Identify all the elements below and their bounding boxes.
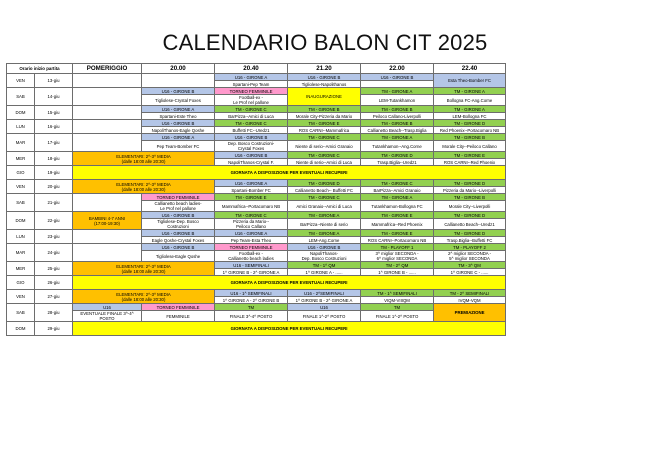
match-cell: Tigliolese-Eagle Qoshe (142, 251, 215, 262)
group-label: U16 - GIRONE B (142, 88, 215, 95)
group-label: TM - GIRONE C (288, 152, 361, 159)
match-line: Football-ex - (239, 251, 263, 256)
table-row (7, 322, 506, 336)
match-cell: Morale City--Peiloco Callano (434, 141, 506, 152)
group-label: U16 - GIRONE B (142, 230, 215, 237)
match-cell: 1^ GIRONE B - ...... (361, 269, 434, 276)
match-cell (215, 219, 288, 230)
group-label: TM - 3^ QM (434, 262, 506, 269)
group-label: TORNEO FEMMINILE (142, 304, 215, 311)
group-label: TM - GIRONE D (361, 152, 434, 159)
activity-line: ELEMENTARI: 2^-3^ MEDIA (116, 153, 171, 159)
match-cell (361, 251, 434, 262)
match-cell: Mammafrica--Portacomaro NB (215, 201, 288, 212)
day-cell: LUN (7, 120, 35, 134)
header-cell: 21.20 (288, 64, 361, 74)
group-label: TM - PLAYOFF 1 (361, 244, 434, 251)
group-label: TORNEO FEMMINILE (142, 194, 215, 201)
match-cell: 1^ GIRONE A - ...... (288, 269, 361, 276)
date-cell: 14-giu (35, 88, 73, 106)
group-label: TM - GIRONE E (434, 152, 506, 159)
match-line: 6^ miglior SECONDA (376, 256, 418, 261)
group-label: U16 - GIRONE A (215, 180, 288, 187)
match-cell: ROS CARNI--Mammafrica (288, 127, 361, 134)
empty-cell (73, 134, 142, 152)
group-label: TM (361, 304, 434, 311)
match-cell (434, 251, 506, 262)
match-cell: Callianetto Beach--Trasp.Biglia (361, 127, 434, 134)
recovery-day-note: GIORNATA A DISPOSIZIONE PER EVENTUALI RECUPERI (73, 276, 506, 290)
match-cell: Trasp.Biglia--Uredz1 (361, 159, 434, 166)
group-label: U16 - GIRONE B (215, 134, 288, 141)
empty-cell (73, 120, 142, 134)
group-label: TM - GIRONE A (361, 134, 434, 141)
match-text: Esta Theo-Bomber FC (448, 78, 491, 83)
day-cell: SAB (7, 194, 35, 212)
activity-line: (17:00-19:30) (94, 220, 120, 226)
match-line: POSTO (99, 316, 115, 321)
group-label: U16 - GIRONE A (142, 134, 215, 141)
group-label: TM - GIRONE B (434, 194, 506, 201)
group-label: U16 - GIRONE A (142, 106, 215, 113)
match-cell: LEM-Bollogna FC (434, 113, 506, 120)
activity-line: ELEMENTARI: 2^-3^ MEDIA (116, 291, 171, 297)
match-cell: FINALE 3^-4^ POSTO (215, 311, 288, 322)
header-cell: Orario inizio partita (7, 64, 73, 74)
match-line: Le Prof nel pallone (233, 100, 269, 105)
group-label: TM - GIRONE A (434, 106, 506, 113)
group-label: TM - GIRONE B (361, 120, 434, 127)
match-cell: Mammafrica--Red Phoenix (361, 219, 434, 230)
activity-line: (dalle 18:00 alle 20:30) (121, 268, 166, 274)
inauguration-cell: INAUGURAZIONE (288, 88, 361, 106)
table-row (7, 304, 506, 311)
match-line: Football-ex - (239, 95, 263, 100)
day-cell: DOM (7, 212, 35, 230)
match-cell: Spartani-Pep Team (215, 81, 288, 88)
match-line: NapoliThanos- (310, 251, 338, 256)
header-cell: POMERIGGIO (73, 64, 142, 74)
empty-cell (73, 244, 142, 262)
date-cell: 16-giu (35, 120, 73, 134)
group-label: TM - GIRONE C (215, 120, 288, 127)
empty-cell (73, 230, 142, 244)
match-cell: Callianetto Beach--Uredz1 (434, 219, 506, 230)
group-label: TM - GIRONE D (434, 212, 506, 219)
day-cell: SAB (7, 304, 35, 322)
match-line: Tigliolese-Dep. Bosco (157, 219, 199, 224)
match-cell: Pep Team-Bomber FC (142, 141, 215, 152)
day-cell: MER (7, 262, 35, 276)
day-cell: GIO (7, 276, 35, 290)
header-cell: 22.00 (361, 64, 434, 74)
match-cell: FEMMINILE (142, 311, 215, 322)
match-cell: Trasp.Biglia--Buffetti FC (434, 237, 506, 244)
match-cell (142, 201, 215, 212)
group-label: U16 - GIRONE B (142, 244, 215, 251)
date-cell: 22-giu (35, 212, 73, 230)
match-cell: 1^ GIRONE B - 2^ GIRONE A (288, 297, 361, 304)
match-line: Costruzioni (167, 224, 189, 229)
table-row (7, 106, 506, 113)
group-label: U16 - GIRONE B (361, 74, 434, 81)
group-label: U16 (288, 304, 361, 311)
group-label: TM - GIRONE C (215, 212, 288, 219)
match-cell (142, 219, 215, 230)
group-label: TM - GIRONE D (434, 180, 506, 187)
group-label: TM - GIRONE E (361, 230, 434, 237)
match-cell (288, 251, 361, 262)
match-cell: BarPizza--Amici Granaio (361, 187, 434, 194)
group-label: TORNEO FEMMINILE (215, 88, 288, 95)
group-label: U16 - GIRONE B (288, 244, 361, 251)
match-line: Le Prof nel pallone (160, 206, 196, 211)
date-cell: 27-giu (35, 290, 73, 304)
date-cell: 29-giu (35, 322, 73, 336)
group-label: TM - GIRONE E (288, 120, 361, 127)
match-cell: VIQM-VIIIQM (361, 297, 434, 304)
table-row (7, 244, 506, 251)
match-cell (434, 74, 506, 88)
day-cell: GIO (7, 166, 35, 180)
match-cell: NapoliThanos-Eagle Qoshe (142, 127, 215, 134)
table-row (7, 152, 506, 159)
group-label: TM - GIRONE A (288, 212, 361, 219)
match-cell (361, 81, 434, 88)
page-title: CALENDARIO BALON CIT 2025 (162, 30, 488, 55)
table-row (7, 120, 506, 127)
match-line: EVENTUALE FINALE 3^-4^ (80, 311, 134, 316)
match-cell: FINALE 1^-2^ POSTO (361, 311, 434, 322)
recovery-day-note: GIORNATA A DISPOSIZIONE PER EVENTUALI RECUPERI (73, 166, 506, 180)
group-label: TM - GIRONE B (434, 134, 506, 141)
match-cell: Niente di serio--Amici Granaio (288, 141, 361, 152)
match-cell (215, 251, 288, 262)
match-cell (73, 311, 142, 322)
group-label: TM - GIRONE D (434, 230, 506, 237)
afternoon-activity (73, 212, 142, 230)
match-cell: Morale City-Pizzeria da Mario (288, 113, 361, 120)
match-cell (215, 141, 288, 152)
group-label: TM - GIRONE A (434, 88, 506, 95)
date-cell: 28-giu (35, 304, 73, 322)
match-cell: Buffetti FC--Uredz1 (215, 127, 288, 134)
day-cell: VEN (7, 180, 35, 194)
activity-line: ELEMENTARI: 2^-3^ MEDIA (116, 263, 171, 269)
match-cell: Spartani-Este Theo (142, 113, 215, 120)
group-label: TORNEO FEMMINILE (215, 244, 288, 251)
day-cell: VEN (7, 290, 35, 304)
date-cell: 18-giu (35, 152, 73, 166)
group-label: U16 - SEMIFINALI (215, 262, 288, 269)
activity-line: (dalle 18:00 alle 20:30) (121, 296, 166, 302)
empty-cell (73, 106, 142, 120)
group-label: TM - GIRONE E (215, 194, 288, 201)
match-cell: 1^ GIRONE B - 2^ GIRONE A (215, 269, 288, 276)
header-cell: 20.40 (215, 64, 288, 74)
match-cell: Callianetto Beach-- Buffetti FC (288, 187, 361, 194)
match-cell: 1^ GIRONE C - ...... (434, 269, 506, 276)
match-line: Dep. Bosco Costruzioni- (227, 141, 275, 146)
match-cell: Amici Granaio--Amici di Luca (288, 201, 361, 212)
header-cell: 22.40 (434, 64, 506, 74)
date-cell: 15-giu (35, 106, 73, 120)
group-label: TM - GIRONE C (288, 134, 361, 141)
group-label: TM - 2^ SEMIFINALI (434, 290, 506, 297)
afternoon-activity (73, 262, 215, 276)
day-cell: SAB (7, 88, 35, 106)
table-row (7, 180, 506, 187)
group-label: U16 - 1^ SEMIFINALI (215, 290, 288, 297)
group-label: U16 - GIRONE B (142, 212, 215, 219)
day-cell: DOM (7, 106, 35, 120)
date-cell: 19-giu (35, 166, 73, 180)
day-cell: DOM (7, 322, 35, 336)
group-label: U16 - GIRONE A (215, 74, 288, 81)
group-label: TM - 1^ QM (288, 262, 361, 269)
match-cell (215, 95, 288, 106)
group-label: TM - GIRONE D (288, 180, 361, 187)
table-row (7, 230, 506, 237)
group-label: U16 - GIRONE B (215, 152, 288, 159)
date-cell: 24-giu (35, 244, 73, 262)
table-row (7, 166, 506, 180)
match-cell: NapoliThanos-Crystal F. (215, 159, 288, 166)
match-cell: Bollogna FC-Ang.Corne (434, 95, 506, 106)
match-cell: LEM-Tutankhamon (361, 95, 434, 106)
group-label: TM - GIRONE A (288, 230, 361, 237)
group-label: TM - GIRONE A (361, 88, 434, 95)
group-label: TM - GIRONE C (288, 194, 361, 201)
match-cell: IVQM-VQM (434, 297, 506, 304)
date-cell: 25-giu (35, 262, 73, 276)
table-row (7, 290, 506, 297)
match-cell: Red Phoenix--Portacomaro NB (434, 127, 506, 134)
match-line: Callianetto beach ladies- (154, 201, 202, 206)
day-cell: MAR (7, 134, 35, 152)
group-label: TM - GIRONE B (288, 106, 361, 113)
match-line: 3^ miglior SECONDA - (375, 251, 419, 256)
match-cell: Tutankhamon--Ang.Corne (361, 141, 434, 152)
match-line: Dep. Bosco Costruzioni (301, 256, 347, 261)
date-cell: 21-giu (35, 194, 73, 212)
recovery-day-note: GIORNATA A DISPOSIZIONE PER EVENTUALI RECUPERI (73, 322, 506, 336)
group-label: U16 (73, 304, 142, 311)
empty-cell (73, 74, 142, 88)
empty-cell (73, 194, 142, 212)
group-label: U16 - GIRONE A (215, 230, 288, 237)
match-cell: Pizzeria da Mario--Liverpolli (434, 187, 506, 194)
day-cell: LUN (7, 230, 35, 244)
group-label: TM - GIRONE E (361, 212, 434, 219)
match-cell: LEM-Ang.Corne (288, 237, 361, 244)
date-cell: 20-giu (35, 180, 73, 194)
match-line: 2^ miglior SECONDA - (447, 251, 492, 256)
match-line: Crystal Foxes (237, 146, 265, 151)
match-cell: Tigliolese-Crystal Foxes (142, 95, 215, 106)
match-cell: ROS CARNI--Portacomaro NB (361, 237, 434, 244)
activity-line: (dalle 18:00 alle 20:30) (121, 158, 166, 164)
group-label: U16 - GIRONE B (288, 74, 361, 81)
group-label: U16 - 2^SEMIFINALI (288, 290, 361, 297)
date-cell: 26-giu (35, 276, 73, 290)
group-label: TM - GIRONE A (361, 194, 434, 201)
match-cell: BarPizza--Amici di Luca (215, 113, 288, 120)
day-cell: MAR (7, 244, 35, 262)
match-cell: Tutankhamon-Bollogna FC (361, 201, 434, 212)
match-cell: Eagle Qoshe-Crystal Foxes (142, 237, 215, 244)
table-row (7, 88, 506, 95)
group-label: U16 - GIRONE B (142, 120, 215, 127)
table-row (7, 194, 506, 201)
header-row (7, 64, 506, 74)
empty-cell (73, 88, 142, 106)
match-cell: Spartani-Bomber FC (215, 187, 288, 194)
day-cell: VEN (7, 74, 35, 88)
group-label: TM - GIRONE D (434, 120, 506, 127)
date-cell: 13-giu (35, 74, 73, 88)
date-cell: 17-giu (35, 134, 73, 152)
date-cell: 23-giu (35, 230, 73, 244)
match-line: 5^ miglior SECONDA (449, 256, 490, 261)
table-row (7, 74, 506, 81)
day-cell: MER (7, 152, 35, 166)
match-cell: ROS CARNI--Red Phoenix (434, 159, 506, 166)
match-cell: FINALE 1^-2^ POSTO (288, 311, 361, 322)
match-line: Peiloco Callano (236, 224, 266, 229)
group-label: TM - 2^ QM (361, 262, 434, 269)
match-line: Pizzeria da Mario-- (232, 219, 270, 224)
group-label: TM - GIRONE C (215, 106, 288, 113)
header-cell: 20.00 (142, 64, 215, 74)
table-row (7, 276, 506, 290)
calendar-table (6, 63, 506, 336)
match-cell: 1^ GIRONE A - 2^ GIRONE B (215, 297, 288, 304)
empty-cell (142, 74, 215, 88)
group-label: TM - GIRONE B (361, 106, 434, 113)
match-line: Callianetto beach ladies (228, 256, 274, 261)
awards-cell: PREMIAZIONE (434, 304, 506, 322)
match-cell: Niente di serio--Amici di Luca (288, 159, 361, 166)
table-row (7, 134, 506, 141)
group-label: TM (215, 304, 288, 311)
table-row (7, 212, 506, 219)
activity-line: BAMBINI 4-7 ANNI (88, 215, 126, 221)
match-cell: Peiloco Callano-Liverpolli (361, 113, 434, 120)
group-label: TM - PLAYOFF 2 (434, 244, 506, 251)
afternoon-activity (73, 180, 215, 194)
table-row (7, 262, 506, 269)
activity-line: ELEMENTARI: 2^-3^ MEDIA (116, 181, 171, 187)
activity-line: (dalle 18:00 alle 20:30) (121, 186, 166, 192)
group-label: TM - GIRONE C (361, 180, 434, 187)
match-cell: Tigliolese-Napolithanos (288, 81, 361, 88)
group-label: TM - 1^ SEMIFINALI (361, 290, 434, 297)
match-cell: Pep Team-Esta Theo (215, 237, 288, 244)
afternoon-activity (73, 152, 215, 166)
table-row (7, 311, 506, 322)
afternoon-activity (73, 290, 215, 304)
match-cell: BarPizza--Niente di serio (288, 219, 361, 230)
match-cell: Morale City--Liverpolli (434, 201, 506, 212)
